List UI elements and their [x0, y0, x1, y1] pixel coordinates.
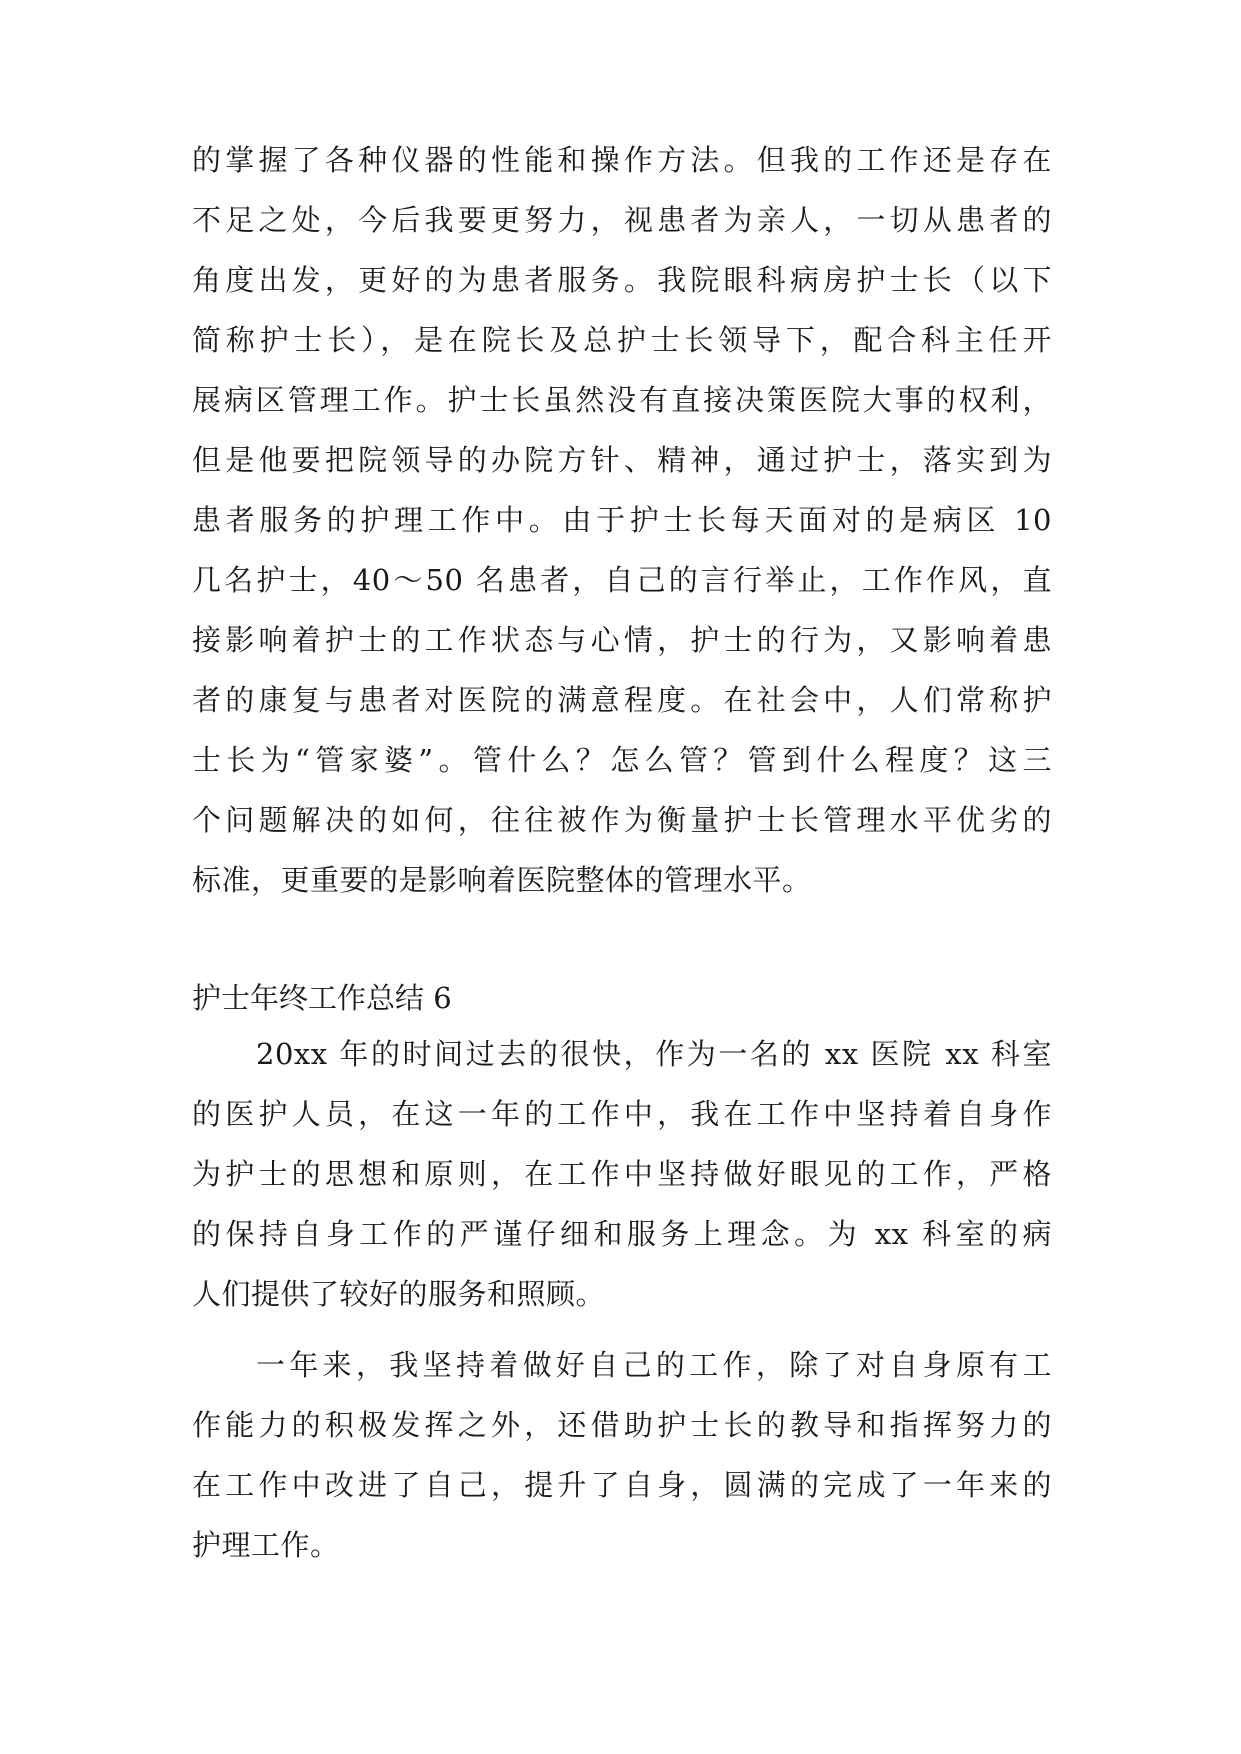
section-heading: 护士年终工作总结 6 — [192, 981, 452, 1015]
paragraph-line: 作能力的积极发挥之外，还借助护士长的教导和指挥努力的 — [192, 1408, 1052, 1442]
paragraph-line: 几名护士，40～50 名患者，自己的言行举止，工作作风，直 — [192, 563, 1052, 597]
paragraph-line: 角度出发，更好的为患者服务。我院眼科病房护士长（以下 — [192, 263, 1052, 297]
paragraph-line: 一年来，我坚持着做好自己的工作，除了对自身原有工 — [256, 1348, 1052, 1382]
paragraph-line: 的掌握了各种仪器的性能和操作方法。但我的工作还是存在 — [192, 143, 1052, 177]
paragraph-line: 人们提供了较好的服务和照顾。 — [192, 1277, 606, 1311]
paragraph-2 — [192, 1024, 1052, 1324]
paragraph-line: 的医护人员，在这一年的工作中，我在工作中坚持着自身作 — [192, 1097, 1052, 1131]
paragraph-line: 患者服务的护理工作中。由于护士长每天面对的是病区 10 — [192, 503, 1052, 537]
paragraph-line: 但是他要把院领导的办院方针、精神，通过护士，落实到为 — [192, 443, 1052, 477]
paragraph-top — [192, 130, 1052, 910]
paragraph-line: 简称护士长），是在院长及总护士长领导下，配合科主任开 — [192, 323, 1052, 357]
paragraph-line: 的保持自身工作的严谨仔细和服务上理念。为 xx 科室的病 — [192, 1217, 1052, 1251]
paragraph-line: 为护士的思想和原则，在工作中坚持做好眼见的工作，严格 — [192, 1157, 1052, 1191]
paragraph-line: 展病区管理工作。护士长虽然没有直接决策医院大事的权利， — [192, 383, 1052, 417]
paragraph-line: 标准，更重要的是影响着医院整体的管理水平。 — [192, 863, 812, 897]
paragraph-line: 接影响着护士的工作状态与心情，护士的行为，又影响着患 — [192, 623, 1052, 657]
paragraph-3 — [192, 1335, 1052, 1575]
paragraph-line: 20xx 年的时间过去的很快，作为一名的 xx 医院 xx 科室 — [256, 1037, 1052, 1071]
paragraph-line: 士长为“管家婆”。管什么？怎么管？管到什么程度？这三 — [192, 743, 1052, 777]
paragraph-line: 护理工作。 — [192, 1528, 340, 1562]
paragraph-line: 个问题解决的如何，往往被作为衡量护士长管理水平优劣的 — [192, 803, 1052, 837]
paragraph-line: 在工作中改进了自己，提升了自身，圆满的完成了一年来的 — [192, 1468, 1052, 1502]
paragraph-line: 者的康复与患者对医院的满意程度。在社会中，人们常称护 — [192, 683, 1052, 717]
paragraph-line: 不足之处，今后我要更努力，视患者为亲人，一切从患者的 — [192, 203, 1052, 237]
